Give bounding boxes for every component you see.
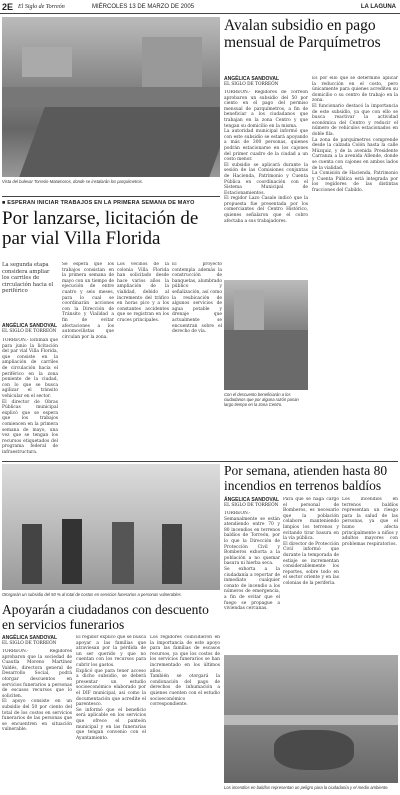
- paragraph: Se exhorta a la ciudadanía a reportar de inmediato cualquier conato de incendio a los números de emergencia, a fin de evitar que el fuego se propague a viviendas cercanas.: [224, 566, 280, 612]
- fires-col-2: [283, 497, 339, 651]
- parking-story-col-2: [312, 76, 398, 346]
- funeral-col-2: [76, 635, 146, 793]
- villa-florida-col-2: [62, 262, 114, 458]
- paragraph: Los incendios en terrenos baldíos representan un riesgo para la salud de las personas, ya que el humo afecta principalmente a niños y adultos mayores con problemas respiratorios.: [342, 497, 398, 547]
- byline-name: ANGÉLICA SANDOVAL: [224, 76, 279, 82]
- byline-org: EL SIGLO DE TORREÓN: [224, 82, 279, 87]
- villa-florida-col-3: [117, 262, 169, 458]
- paragraph: El director de Protección Civil informó que durante la temporada de estiaje se incrementan considerablemente los reportes, sobre todo en el sector oriente y en las colonias de la periferia.: [283, 541, 339, 586]
- funeral-col-1: [2, 649, 72, 793]
- paragraph: TORREÓN.- Semanalmente se están atendiendo entre 70 y 80 incendios en terrenos baldíos de Torreón, por lo que la Dirección de Protección Civil y Bomberos exhorta a la población a no quemar basura ni hierba seca.: [224, 511, 280, 567]
- villa-florida-headline: Por lanzarse, licitación de par vial Villa Florida: [2, 208, 199, 249]
- issue-date: MIÉRCOLES 13 DE MARZO DE 2005: [92, 4, 195, 10]
- paragraph: El director de Obras Públicas municipal explicó que se espera que los trabajos comiencen en la primera semana de mayo, una vez que se tengan los recursos etiquetados del programa federal de infraestructura.: [2, 399, 58, 455]
- page-number: 2E: [2, 2, 14, 12]
- fires-col-1: [224, 511, 280, 651]
- paragraph: El regidor Lazo Casale indicó que la propuesta fue presentada por los comerciantes del Centro Histórico, quienes señalaron que el cobro afectaba a sus trabajadores.: [224, 196, 308, 224]
- publication-name: El Siglo de Torreón: [18, 4, 65, 10]
- paragraph: TORREÓN.- Regidores aprobaron que la sociedad de Cuautla Moreno Martínez Valdés, directora general de Desarrollo Social, podrá otorgar descuentos en servicios funerarios a personas de escasos recursos que lo soliciten.: [2, 649, 72, 699]
- parking-photo-caption: Con el descuento beneficiarán a los ciudadanos que por alguna razón pasan largo tiempo en la zona Centro.: [224, 392, 299, 407]
- paragraph: La autoridad municipal informó que con este subsidio se estará apoyando a más de 300 personas, quienes podrán estacionarse en los cajones del primer cuadro de la ciudad a un costo menor.: [224, 129, 308, 163]
- paragraph: El regidor explicó que se busca apoyar a las familias que atraviesan por la pérdida de un ser querido y que no cuentan con los recursos para cubrir los gastos.: [76, 635, 146, 668]
- byline-name: ÁNGELICA SANDOVAL: [224, 497, 279, 503]
- section-name: LA LAGUNA: [360, 4, 396, 10]
- paragraph: Se informó que el beneficio será aplicable en los servicios que ofrece el panteón municipal y en las funerarias que tengan convenio con el Ayuntamiento.: [76, 707, 146, 741]
- parking-story-col-1: [224, 90, 308, 276]
- byline-name: ANGÉLICA SANDOVAL: [2, 635, 57, 641]
- fires-byline: [224, 497, 280, 509]
- byline-org: EL SIGLO DE TORREÓN: [224, 503, 279, 508]
- paragraph: Para que se haga cargo el personal de Bomberos, es necesario que la población colabore manteniendo limpios los terrenos y evitando tirar basura en la vía pública.: [283, 497, 339, 542]
- byline-name: ANGÉLICA SANDOVAL: [2, 323, 57, 329]
- funeral-photo-caption: Otorgarán un subsidio del 50 % al total de costos en servicios funerarios a personas vulnerables.: [2, 592, 182, 597]
- parking-street-photo: [224, 280, 308, 390]
- villa-florida-byline: [2, 323, 58, 335]
- funeral-byline: [2, 635, 72, 647]
- highway-photo: [2, 17, 220, 177]
- paragraph: Los vecinos de la colonia Villa Florida han solicitado desde hace varios años la ampliación de la vialidad, debido al incremento del tráfico en horas pico y a los constantes accidentes que se registran en los cruces principales.: [117, 262, 169, 323]
- paragraph: La Comisión de Hacienda, Patrimonio y Cuenta Pública está integrada por los regidores de las distintas fracciones del Cabildo.: [312, 171, 398, 193]
- parking-story-byline: [224, 76, 308, 88]
- paragraph: TORREÓN.- Regidores de Torreón aprobaron un subsidio del 50 por ciento en el pago del permiso mensual de parquímetros, a fin de beneficiar a los ciudadanos que trabajan en la zona Centro y que tengan su domicilio en la misma.: [224, 90, 308, 129]
- page-header: [0, 0, 400, 14]
- villa-florida-kicker: ■ ESPERAN INICIAR TRABAJOS EN LA PRIMERA SEMANA DE MAYO: [2, 200, 195, 206]
- parking-subsidy-headline: Avalan subsidio en pago mensual de Parquímetros: [224, 17, 381, 51]
- divider: [2, 461, 398, 462]
- paragraph: TORREÓN.- Estiman que para junio la licitación del par vial Villa Florida, que consiste en la ampliación de carriles de circulación hacia el periférico en la zona poniente de la ciudad, con lo que se busca agilizar el tránsito vehicular en el sector.: [2, 338, 58, 399]
- paragraph: Se espera que los trabajos consistan en la primera semana de mayo con un tiempo de ejecución de entre cuatro y seis meses, para lo cual se coordinarán acciones con la Dirección de Tránsito y Vialidad a fin de evitar afectaciones a los automovilistas que circulan por la zona.: [62, 262, 114, 340]
- villa-florida-col-1: [2, 338, 58, 458]
- paragraph: También se otorgará la condonación del pago de derechos de inhumación a quienes cuenten con el estudio socioeconómico correspondiente.: [150, 674, 220, 708]
- divider: [2, 196, 220, 197]
- funeral-discount-headline: Apoyarán a ciudadanos con descuento en servicios funerarios: [2, 602, 209, 632]
- kicker-text: ESPERAN INICIAR TRABAJOS EN LA PRIMERA SEMANA DE MAYO: [7, 200, 195, 206]
- paragraph: Explicó que para tener acceso a dicho subsidio, se deberá presentar un estudio socioeconómico elaborado por el DIF municipal, así como la documentación que acredite el parentesco.: [76, 668, 146, 708]
- paragraph: El proyecto contempla además la construcción de banquetas, alumbrado público y señalización, así como la reubicación de algunos servicios de agua potable y drenaje que actualmente se encuentran sobre el derecho de vía.: [172, 262, 222, 335]
- byline-org: EL SIGLO DE TORREÓN: [2, 329, 57, 334]
- highway-photo-caption: Vista del bulevar Torreón-Matamoros, donde se instalarán los parquímetros.: [2, 179, 144, 184]
- funeral-col-3: [150, 635, 220, 793]
- paragraph: El funcionario destacó la importancia de este subsidio, ya que con ello se busca reactivar la actividad económica del Centro y reducir el número de vehículos estacionados en doble fila.: [312, 103, 398, 137]
- villa-florida-lead: La segunda etapa considera ampliar los carriles de circulación hacia el periférico: [2, 262, 54, 295]
- vacant-lot-fire-photo: [224, 655, 398, 783]
- paragraph: Los regidores coincidieron en la importancia de este apoyo para las familias de escasos recursos, ya que los costos de los servicios funerarios se han incrementado en los últimos años.: [150, 635, 220, 674]
- paragraph: El subsidio se aplicará durante la sesión de las Comisiones conjuntas de Hacienda, Patrimonio y Cuenta Pública en coordinación con el Sistema Municipal de Estacionamientos.: [224, 162, 308, 196]
- fire-photo-caption: Los incendios en baldíos representan un peligro para la ciudadanía y el medio ambiente.: [224, 785, 389, 790]
- paragraph: La zona de parquímetros comprende desde la calzada Colón hasta la calle Múzquiz, y de la avenida Presidente Carranza a la avenida Allende, donde se cuenta con cajones en ambos lados de la vialidad.: [312, 137, 398, 171]
- funeral-services-photo: [2, 464, 220, 590]
- byline-org: EL SIGLO DE TORREÓN: [2, 641, 57, 646]
- fires-headline: Por semana, atienden hasta 80 incendios en terrenos baldíos: [224, 463, 388, 493]
- paragraph: El apoyo consiste en un subsidio del 50 por ciento del total de los costos en servicios funerarios de las personas que se encuentren en situación vulnerable.: [2, 699, 72, 733]
- fires-col-3: [342, 497, 398, 651]
- villa-florida-col-4: [172, 262, 222, 458]
- paragraph: Es por ello que se determinó aplicar la reducción en el costo, pero únicamente para quienes acrediten su domicilio o su centro de trabajo en la zona.: [312, 76, 398, 104]
